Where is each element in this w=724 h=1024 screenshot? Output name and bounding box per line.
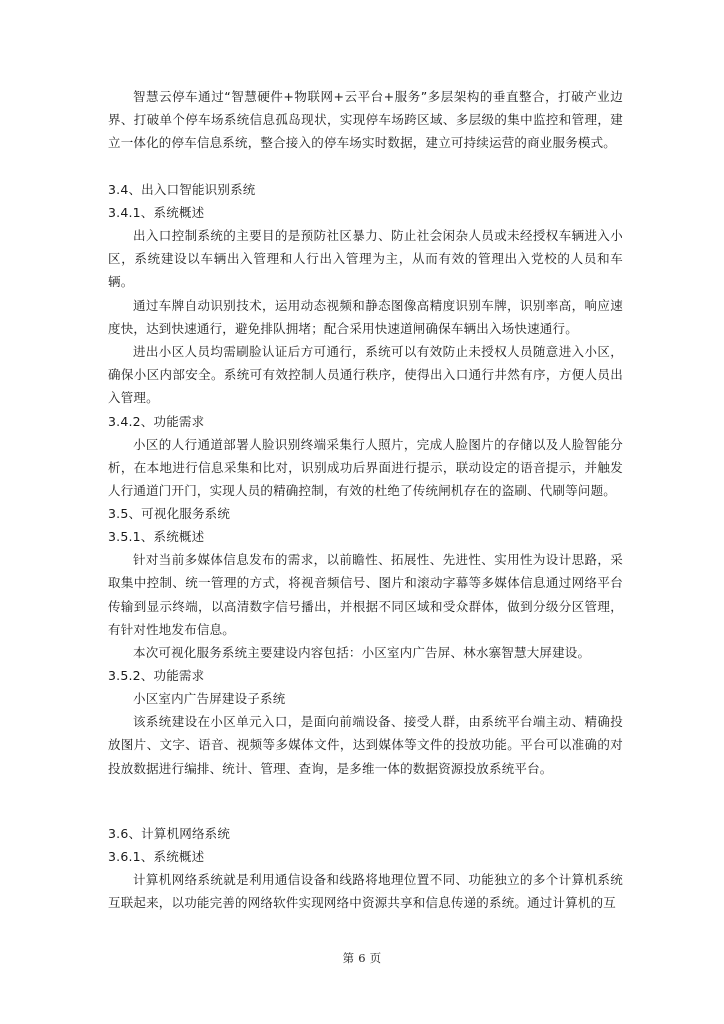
paragraph-plate-recognition: 通过车牌自动识别技术，运用动态视频和静态图像高精度识别车牌，识别率高，响应速度快，达到快速通行，避免排队拥堵；配合采用快速道闸确保车辆出入场快速通行。: [108, 297, 623, 336]
paragraph-face-auth: 进出小区人员均需刷脸认证后方可通行，系统可以有效防止未授权人员随意进入小区，确保小区内部安全。系统可有效控制人员通行秩序，使得出入口通行井然有序，方便人员出入管理。: [108, 344, 623, 406]
heading-3-5-2: 3.5.2、功能需求: [108, 668, 205, 684]
subheading-ad-screen: 小区室内广告屏建设子系统: [133, 691, 286, 707]
section-3-6: [108, 822, 623, 914]
heading-3-4-2: 3.4.2、功能需求: [108, 413, 205, 429]
paragraph-smart-parking: 智慧云停车通过“智慧硬件+物联网+云平台+服务”多层架构的垂直整合，打破产业边界、打破单个停车场系统信息孤岛现状，实现停车场跨区域、多层级的集中监控和管理，建立一体化的停车信息系统，整合接入的停车场实时数据，建立可持续运营的商业服务模式。: [108, 89, 623, 151]
paragraph-ad-system: 该系统建设在小区单元入口，是面向前端设备、接受人群，由系统平台端主动、精确投放图片、文字、语音、视频等多媒体文件，达到媒体等文件的投放功能。平台可以准确的对投放数据进行编排、统计、管理、查询，是多维一体的数据资源投放系统平台。: [108, 714, 623, 776]
paragraph-multimedia: 针对当前多媒体信息发布的需求，以前瞻性、拓展性、先进性、实用性为设计思路，采取集中控制、统一管理的方式，将视音频信号、图片和滚动字幕等多媒体信息通过网络平台传输到显示终端，以高清数字信号播出，并根据不同区域和受众群体，做到分级分区管理，有针对性地发布信息。: [108, 552, 623, 637]
paragraph-face-terminal: 小区的人行通道部署人脸识别终端采集行人照片，完成人脸图片的存储以及人脸智能分析，在本地进行信息采集和比对，识别成功后界面进行提示，联动设定的语音提示，并触发人行通道门开门，实现人员的精确控制，有效的杜绝了传统闸机存在的盗刷、代刷等问题。: [108, 436, 623, 499]
section-3-4: [108, 178, 623, 780]
heading-3-4: 3.4、出入口智能识别系统: [108, 182, 256, 197]
paragraph-network: 计算机网络系统就是利用通信设备和线路将地理位置不同、功能独立的多个计算机系统互联起来，以功能完善的网络软件实现网络中资源共享和信息传递的系统。通过计算机的互: [108, 872, 623, 911]
heading-3-6-1: 3.6.1、系统概述: [108, 849, 205, 864]
heading-3-5: 3.5、可视化服务系统: [108, 506, 231, 522]
heading-3-5-1: 3.5.1、系统概述: [108, 529, 205, 545]
paragraph-visual-scope: 本次可视化服务系统主要建设内容包括：小区室内广告屏、林水寨智慧大屏建设。: [133, 645, 591, 661]
paragraph-access-control: 出入口控制系统的主要目的是预防社区暴力、防止社会闲杂人员或未经授权车辆进入小区，系统建设以车辆出入管理和人行出入管理为主，从而有效的管理出入党校的人员和车辆。: [108, 228, 623, 290]
page-number: 第 6 页: [342, 951, 382, 965]
heading-3-6: 3.6、计算机网络系统: [108, 826, 231, 841]
heading-3-4-1: 3.4.1、系统概述: [108, 205, 205, 220]
intro-section: [108, 85, 623, 155]
